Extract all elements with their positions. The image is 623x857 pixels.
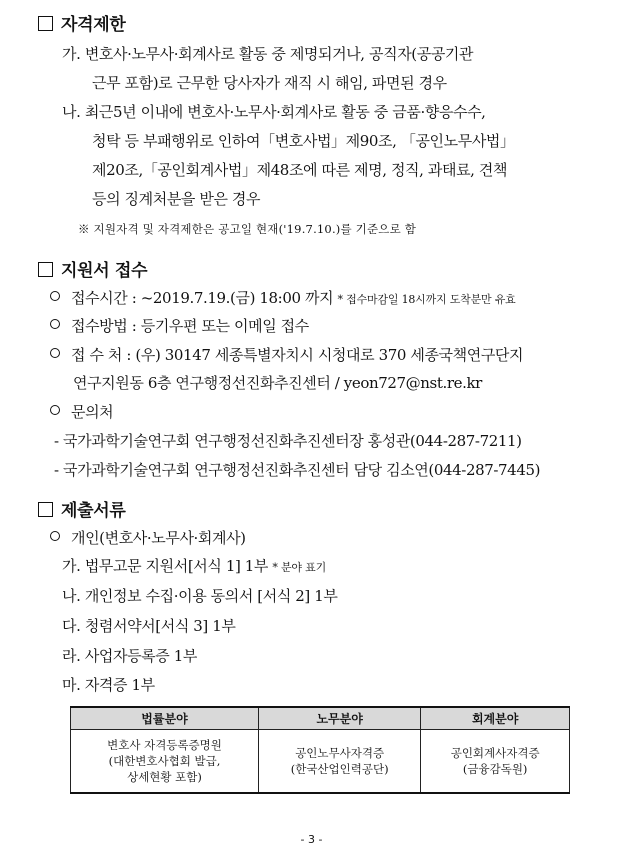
table-header-law: 법률분야 [71, 707, 259, 730]
application-address-line2: 연구지원동 6층 연구행정선진화추진센터 / yeon727@nst.re.kr [73, 374, 482, 392]
circle-bullet-icon [50, 319, 60, 329]
checkbox-square-icon [38, 262, 53, 277]
law-cell-line: (대한변호사협회 발급, [108, 754, 221, 768]
contact-staff: - 국가과학기술연구회 연구행정선진화추진센터 담당 김소연(044-287-7445) [54, 461, 541, 479]
application-period-note: * 접수마감일 18시까지 도착분만 유효 [337, 293, 516, 306]
restriction-note: ※ 지원자격 및 자격제한은 공고일 현재('19.7.10.)를 기준으로 함 [78, 222, 417, 236]
restriction-item-na-line4: 등의 징계처분을 받은 경우 [92, 190, 261, 208]
documents-individual [50, 527, 246, 548]
document-ma: 마. 자격증 1부 [62, 676, 155, 694]
page-number: - 3 - [300, 833, 323, 846]
application-address-line1 [50, 344, 523, 365]
accounting-cell-line: (금융감독원) [462, 762, 528, 776]
law-cell-line: 상세현황 포함) [127, 770, 202, 784]
application-period-text: 접수시간 : ~2019.7.19.(금) 18:00 까지 [71, 289, 334, 307]
restriction-item-ga-line2: 근무 포함)로 근무한 당사자가 재직 시 해임, 파면된 경우 [92, 74, 447, 92]
documents-table [70, 706, 570, 794]
table-header-row [71, 707, 570, 730]
circle-bullet-icon [50, 531, 60, 541]
checkbox-square-icon [38, 16, 53, 31]
application-period [50, 287, 516, 308]
checkbox-square-icon [38, 502, 53, 517]
document-ga-text: 가. 법무고문 지원서[서식 1] 1부 [62, 557, 269, 575]
application-method [50, 315, 309, 336]
circle-bullet-icon [50, 291, 60, 301]
section-title: 지원서 접수 [61, 261, 148, 281]
restriction-item-na-line3: 제20조,「공인회계사법」제48조에 따른 제명, 정직, 과태료, 견책 [92, 161, 508, 179]
section-title: 자격제한 [61, 15, 126, 35]
section-heading-restriction [38, 10, 126, 35]
accounting-cell-line: 공인회계사자격증 [450, 746, 540, 760]
labor-cell-line: 공인노무사자격증 [295, 746, 385, 760]
document-ga-note: * 분야 표기 [272, 561, 327, 574]
table-cell-accounting [421, 730, 570, 794]
documents-individual-text: 개인(변호사·노무사·회계사) [71, 529, 246, 547]
circle-bullet-icon [50, 405, 60, 415]
contact-director: - 국가과학기술연구회 연구행정선진화추진센터장 홍성관(044-287-7211) [54, 432, 522, 450]
labor-cell-line: (한국산업인력공단) [290, 762, 389, 776]
table-row [71, 730, 570, 794]
restriction-item-na-line1: 나. 최근5년 이내에 변호사·노무사·회계사로 활동 중 금품·향응수수, [62, 103, 486, 121]
section-heading-documents [38, 496, 126, 521]
law-cell-line: 변호사 자격등록증명원 [107, 738, 222, 752]
table-cell-labor [258, 730, 420, 794]
document-na: 나. 개인정보 수집·이용 동의서 [서식 2] 1부 [62, 587, 338, 605]
restriction-item-na-line2: 청탁 등 부패행위로 인하여「변호사법」제90조, 「공인노무사법」 [92, 132, 515, 150]
document-ga [62, 555, 326, 576]
contact-label-text: 문의처 [71, 403, 114, 421]
document-ra: 라. 사업자등록증 1부 [62, 647, 197, 665]
section-heading-application [38, 256, 147, 281]
application-address-text: 접 수 처 : (우) 30147 세종특별자치시 시청대로 370 세종국책연구단지 [71, 346, 524, 364]
table-header-accounting: 회계분야 [421, 707, 570, 730]
document-da: 다. 청렴서약서[서식 3] 1부 [62, 617, 236, 635]
section-title: 제출서류 [61, 501, 126, 521]
restriction-item-ga-line1: 가. 변호사·노무사·회계사로 활동 중 제명되거나, 공직자(공공기관 [62, 45, 474, 63]
application-contact-label [50, 401, 113, 422]
application-method-text: 접수방법 : 등기우편 또는 이메일 접수 [71, 317, 309, 335]
circle-bullet-icon [50, 348, 60, 358]
table-header-labor: 노무분야 [258, 707, 420, 730]
table-cell-law [71, 730, 259, 794]
